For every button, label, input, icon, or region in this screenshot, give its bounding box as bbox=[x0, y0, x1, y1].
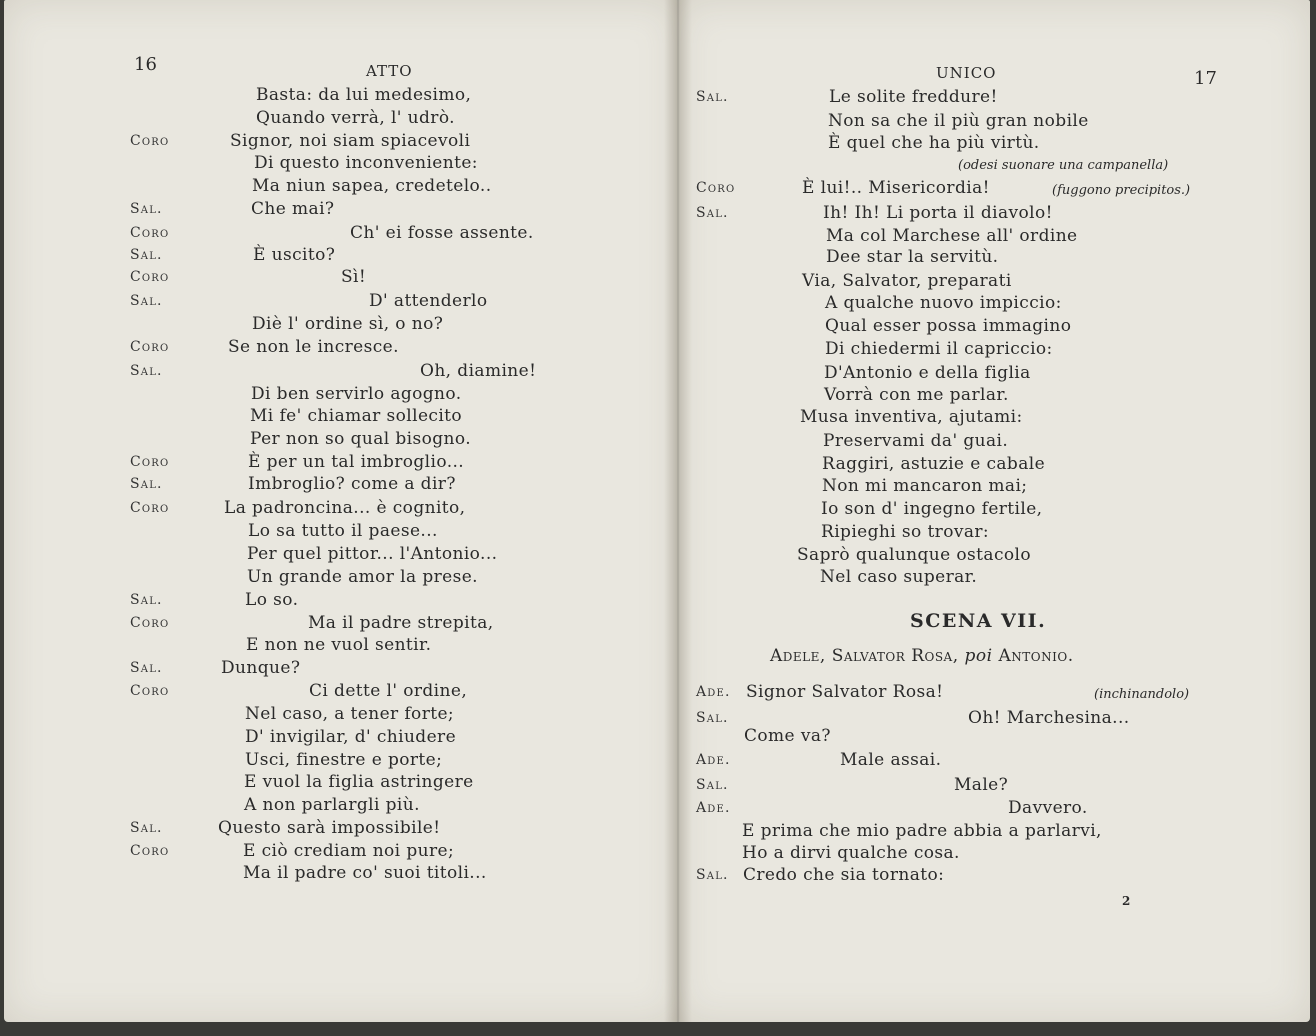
verse-line: È quel che ha più virtù. bbox=[828, 133, 1040, 153]
verse-line: Signor, noi siam spiacevoli bbox=[230, 131, 471, 151]
verse-line: Dunque? bbox=[221, 658, 301, 678]
verse-line: Qual esser possa immagino bbox=[825, 316, 1072, 336]
speaker-label: Sal. bbox=[130, 247, 163, 263]
speaker-label: Coro bbox=[130, 133, 170, 149]
verse-line: Lo so. bbox=[245, 590, 299, 610]
verse-line: Ch' ei fosse assente. bbox=[350, 223, 534, 243]
speaker-label: Coro bbox=[130, 615, 170, 631]
verse-line: Ripieghi so trovar: bbox=[821, 522, 990, 542]
verse-line: Ih! Ih! Li porta il diavolo! bbox=[823, 203, 1053, 223]
verse-line: Basta: da lui medesimo, bbox=[256, 85, 472, 105]
verse-line: La padroncina... è cognito, bbox=[224, 498, 466, 518]
verse-line: Oh! Marchesina... bbox=[968, 708, 1130, 728]
verse-line: E ciò crediam noi pure; bbox=[243, 841, 455, 861]
verse-line: Per non so qual bisogno. bbox=[250, 429, 472, 449]
verse-line: Quando verrà, l' udrò. bbox=[256, 108, 455, 128]
verse-line: Via, Salvator, preparati bbox=[802, 271, 1012, 291]
verse-line: D'Antonio e della figlia bbox=[824, 363, 1031, 383]
verse-line: Questo sarà impossibile! bbox=[218, 818, 441, 838]
speaker-label: Coro bbox=[696, 180, 736, 196]
left-running-header: ATTO bbox=[366, 62, 413, 80]
verse-line: Davvero. bbox=[1008, 798, 1088, 818]
book-gutter bbox=[664, 0, 692, 1022]
scene-persons bbox=[770, 646, 1074, 666]
speaker-label: Sal. bbox=[696, 89, 729, 105]
speaker-label: Sal. bbox=[130, 592, 163, 608]
signature-mark: 2 bbox=[1122, 894, 1131, 908]
speaker-label: Sal. bbox=[696, 710, 729, 726]
verse-line: Le solite freddure! bbox=[829, 87, 998, 107]
verse-line: Credo che sia tornato: bbox=[743, 865, 945, 885]
verse-line: Ma niun sapea, credetelo.. bbox=[252, 176, 492, 196]
scene-title: SCENA VII. bbox=[910, 610, 1047, 632]
verse-line: E non ne vuol sentir. bbox=[246, 635, 432, 655]
verse-line: A qualche nuovo impiccio: bbox=[825, 293, 1062, 313]
verse-line: D' invigilar, d' chiudere bbox=[245, 727, 457, 747]
verse-line: Saprò qualunque ostacolo bbox=[797, 545, 1031, 565]
verse-line: Imbroglio? come a dir? bbox=[248, 474, 456, 494]
verse-line: Un grande amor la prese. bbox=[247, 567, 478, 587]
speaker-label: Sal. bbox=[130, 820, 163, 836]
verse-line: Raggiri, astuzie e cabale bbox=[822, 454, 1046, 474]
verse-line: Di chiedermi il capriccio: bbox=[825, 339, 1053, 359]
stage-direction-fuggono: (fuggono precipitos.) bbox=[1052, 183, 1191, 198]
verse-line: Nel caso, a tener forte; bbox=[245, 704, 455, 724]
speaker-label: Coro bbox=[130, 843, 170, 859]
speaker-label: Coro bbox=[130, 225, 170, 241]
verse-line: Male? bbox=[954, 775, 1009, 795]
verse-line: È lui!.. Misericordia! bbox=[802, 178, 990, 198]
left-page-number: 16 bbox=[134, 54, 157, 75]
speaker-label: Sal. bbox=[130, 293, 163, 309]
verse-line: Lo sa tutto il paese... bbox=[248, 521, 438, 541]
speaker-label: Sal. bbox=[130, 201, 163, 217]
verse-line: Nel caso superar. bbox=[820, 567, 978, 587]
verse-line: Dee star la servitù. bbox=[826, 247, 999, 267]
verse-line: Usci, finestre e porte; bbox=[245, 750, 443, 770]
speaker-label: Coro bbox=[130, 683, 170, 699]
verse-line: Male assai. bbox=[840, 750, 942, 770]
stage-direction-inchinandolo: (inchinandolo) bbox=[1094, 687, 1190, 702]
verse-line: Ma col Marchese all' ordine bbox=[826, 226, 1078, 246]
verse-line: Oh, diamine! bbox=[420, 361, 537, 381]
verse-line: Signor Salvator Rosa! bbox=[746, 682, 944, 702]
verse-line: Se non le incresce. bbox=[228, 337, 399, 357]
verse-line: Ci dette l' ordine, bbox=[309, 681, 468, 701]
verse-line: Di ben servirlo agogno. bbox=[251, 384, 462, 404]
speaker-label: Sal. bbox=[130, 476, 163, 492]
verse-line: Ma il padre co' suoi titoli... bbox=[243, 863, 487, 883]
right-running-header: UNICO bbox=[936, 64, 997, 82]
verse-line: Sì! bbox=[341, 267, 367, 287]
verse-line: Di questo inconveniente: bbox=[254, 153, 478, 173]
verse-line: E prima che mio padre abbia a parlarvi, bbox=[742, 821, 1102, 841]
speaker-label: Ade. bbox=[696, 684, 731, 700]
verse-line: Musa inventiva, ajutami: bbox=[800, 407, 1023, 427]
right-page-number: 17 bbox=[1194, 68, 1217, 89]
speaker-label: Sal. bbox=[696, 777, 729, 793]
persons-antonio: Antonio. bbox=[998, 646, 1074, 666]
speaker-label: Ade. bbox=[696, 800, 731, 816]
verse-line: A non parlargli più. bbox=[244, 795, 420, 815]
speaker-label: Coro bbox=[130, 339, 170, 355]
verse-line: Vorrà con me parlar. bbox=[824, 385, 1009, 405]
speaker-label: Sal. bbox=[130, 660, 163, 676]
verse-line: Non sa che il più gran nobile bbox=[828, 111, 1089, 131]
verse-line: Mi fe' chiamar sollecito bbox=[250, 406, 463, 426]
speaker-label: Coro bbox=[130, 454, 170, 470]
speaker-label: Coro bbox=[130, 269, 170, 285]
verse-line: Che mai? bbox=[251, 199, 335, 219]
verse-line: Come va? bbox=[744, 726, 831, 746]
verse-line: Diè l' ordine sì, o no? bbox=[252, 314, 444, 334]
speaker-label: Ade. bbox=[696, 752, 731, 768]
verse-line: Ma il padre strepita, bbox=[308, 613, 494, 633]
speaker-label: Sal. bbox=[130, 363, 163, 379]
persons-adele-salvator: Adele, Salvator Rosa, bbox=[770, 646, 959, 666]
verse-line: Ho a dirvi qualche cosa. bbox=[742, 843, 960, 863]
verse-line: Per quel pittor... l'Antonio... bbox=[247, 544, 498, 564]
speaker-label: Coro bbox=[130, 500, 170, 516]
persons-poi: poi bbox=[964, 646, 993, 666]
verse-line: D' attenderlo bbox=[369, 291, 488, 311]
verse-line: È per un tal imbroglio... bbox=[248, 452, 465, 472]
verse-line: Io son d' ingegno fertile, bbox=[821, 499, 1043, 519]
verse-line: Non mi mancaron mai; bbox=[822, 476, 1028, 496]
stage-direction-campanella: (odesi suonare una campanella) bbox=[958, 158, 1169, 173]
verse-line: È uscito? bbox=[253, 245, 336, 265]
speaker-label: Sal. bbox=[696, 867, 729, 883]
verse-line: E vuol la figlia astringere bbox=[244, 772, 474, 792]
verse-line: Preservami da' guai. bbox=[823, 431, 1009, 451]
speaker-label: Sal. bbox=[696, 205, 729, 221]
